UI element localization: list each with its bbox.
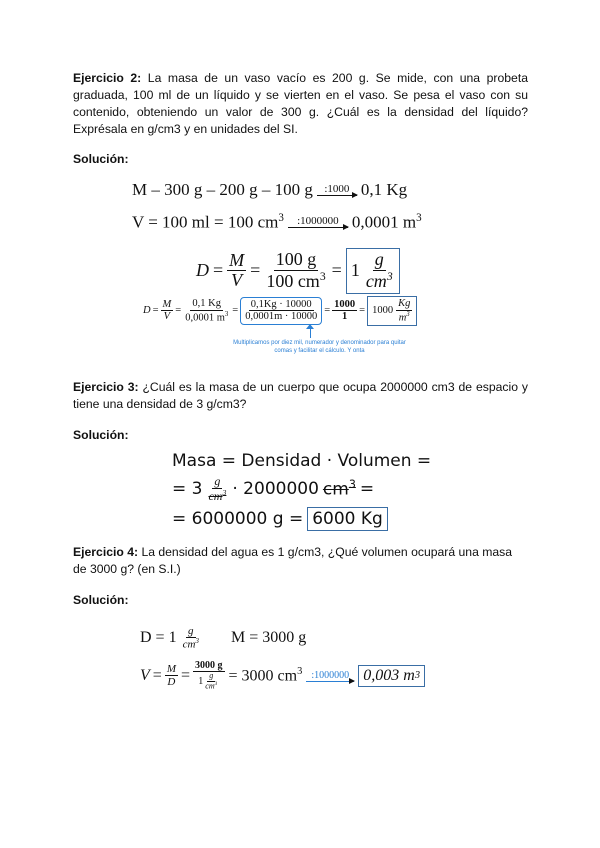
multiply-note: Multiplicamos por diez mil, numerador y denominador para quitar comas y facilitar el cálculo. Y onta [233, 340, 406, 354]
exercise-3-text: ¿Cuál es la masa de un cuerpo que ocupa 2000000 cm3 de espacio y tiene una densidad de 3 g/cm3? [73, 380, 528, 411]
mass-conversion-arrow [317, 184, 357, 196]
arrow-icon [306, 681, 354, 682]
density-result-box: 1 $\frac{g}{cm^3}$ [346, 248, 400, 294]
si-result-box: 1000 $\frac{Kg}{m^3}$ [367, 296, 417, 326]
volume-si-conversion-arrow: :1000000 [306, 670, 354, 682]
volume-fraction: 3000 g 1 $\frac{g}{cm^3}$ [195, 660, 223, 691]
m-over-v-fraction: $\frac{M}{V}$ [229, 249, 245, 291]
si-fraction-1: $\frac{0,1 Kg}{0,0001 m^3}$ [185, 298, 229, 324]
exercise-4-label: Ejercicio 4: [73, 545, 139, 559]
arrow-icon [317, 195, 357, 196]
volume-result-box: 0,003 m 3 [358, 665, 425, 687]
exercise-3-line-1: Masa = Densidad · Volumen = [172, 451, 432, 471]
mass-expression: M – 300 g – 200 g – 100 g [132, 180, 313, 199]
mass-result-box: 6000 Kg [307, 507, 388, 531]
exercise-2-label: Ejercicio 2: [73, 71, 142, 85]
exercise-2-density-line: D = $\frac{M}{V}$ = $\frac{100 g}{100 cm^3}$ = 1 $\frac{g}{cm^3}$ [196, 248, 400, 294]
arrow-up-icon [306, 324, 314, 329]
exercise-3-label: Ejercicio 3: [73, 380, 139, 394]
exercise-2-solution-label: Solución: [73, 152, 129, 166]
volume-result: 0,0001 $m^3$ [351, 212, 422, 232]
exercise-2-statement [73, 70, 528, 138]
exercise-2-mass-line [132, 180, 407, 200]
exercise-2-volume-line [132, 212, 422, 233]
mass-result: 0,1 Kg [360, 180, 408, 199]
exercise-2-text: La masa de un vaso vacío es 200 g. Se mide, con una probeta graduada, 100 ml de un líquido y se vierten en el vaso. Se pesa el vaso con su contenido, obteniendo un valor de 300 g. ¿Cuál es la densidad del líquido? Exprésala en g/cm3 y en unidades del SI. [73, 71, 528, 136]
si-fraction-3: $\frac{1000}{1}$ [334, 298, 356, 323]
density-symbol: D [196, 260, 209, 281]
exercise-2-si-line: D = $\frac{M}{V}$ = $\frac{0,1 Kg}{0,0001 m^3}$ = $\frac{0,1Kg \cdot 10000}{0,0001m \cdot 10000}$ = $\frac{1000}{1}$ = 1000 $\frac{Kg}{m^3}$ [143, 296, 417, 326]
arrow-icon [288, 227, 348, 228]
exercise-4-text: La densidad del agua es 1 g/cm3, ¿Qué volumen ocupará una masa de 3000 g? (en S.I.) [73, 545, 513, 576]
volume-expression: V = 100 ml = 100 $cm^3$ [132, 212, 284, 232]
exercise-3-line-3: = 6000000 g = 6000 Kg [172, 507, 388, 531]
si-fraction-2-highlight: $\frac{0,1Kg \cdot 10000}{0,0001m \cdot 10000}$ [240, 297, 322, 325]
exercise-4-solution-label: Solución: [73, 593, 129, 607]
exercise-4-line-1: D = 1 $\frac{g}{cm^3}$ M = 3000 g [140, 625, 307, 651]
volume-conversion-arrow [288, 216, 348, 228]
exercise-3-solution-label: Solución: [73, 428, 129, 442]
volume-conversion-label: :1000000 [297, 215, 339, 228]
exercise-4-statement [73, 544, 528, 578]
exercise-3-statement [73, 379, 528, 413]
density-value-fraction: $\frac{100 g}{100 cm^3}$ [266, 249, 326, 291]
mass-conversion-label: :1000 [324, 183, 350, 195]
exercise-4-line-2: V = $\frac{M}{D}$ = 3000 g 1 $\frac{g}{cm^3}$ = 3000 $cm^3$ :1000000 0,003 m 3 [140, 660, 425, 691]
exercise-3-line-2: = 3 $\frac{g}{cm^3}$ · 2000000 $cm^3$ = [172, 474, 375, 504]
